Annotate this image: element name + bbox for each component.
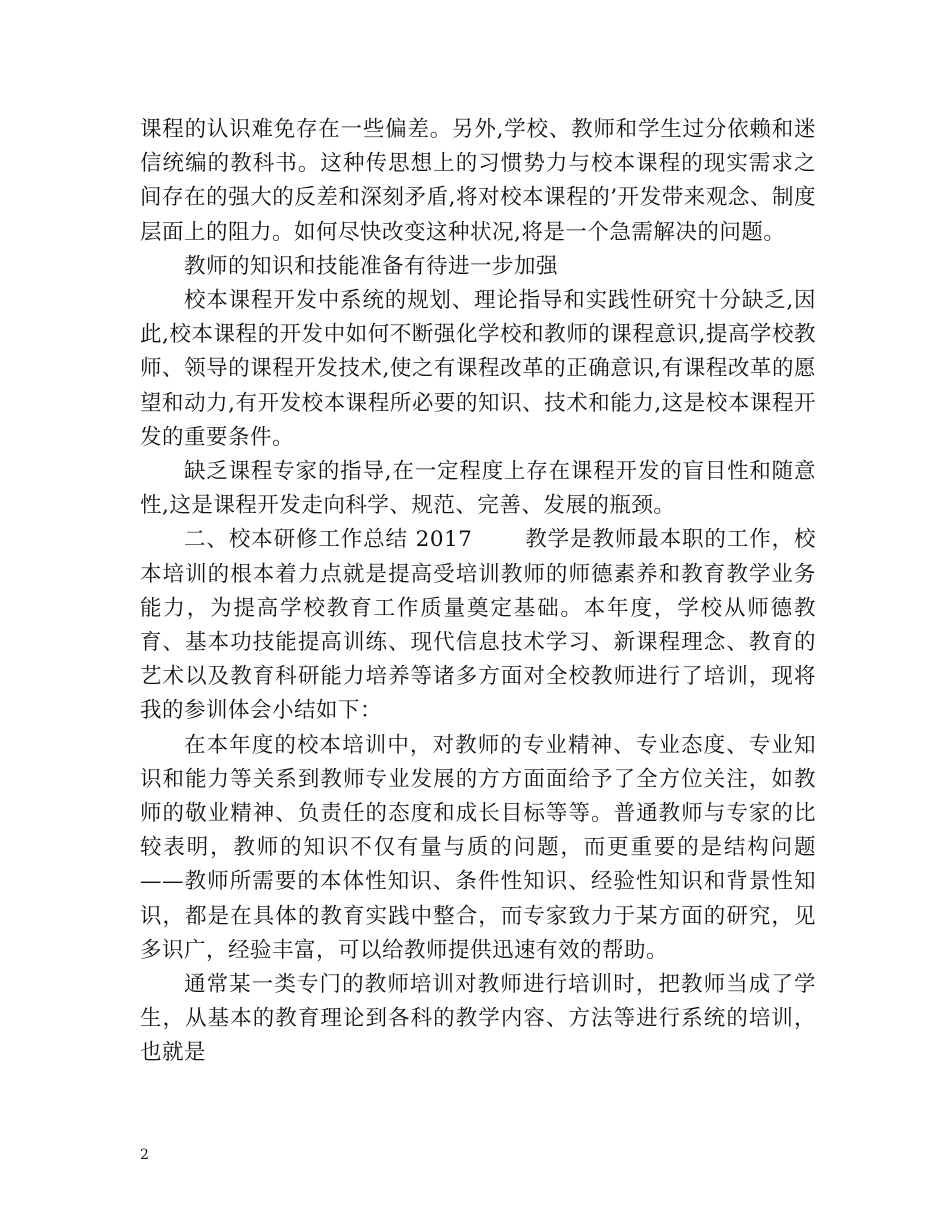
page-number: 2 [140, 1147, 149, 1163]
body-text [140, 113, 816, 1071]
paragraph-4: 缺乏课程专家的指导,在一定程度上存在课程开发的盲目性和随意性,这是课程开发走向科学、规范、完善、发展的瓶颈。 [140, 459, 816, 519]
paragraph-3: 校本课程开发中系统的规划、理论指导和实践性研究十分缺乏,因此,校本课程的开发中如何不断强化学校和教师的课程意识,提高学校教师、领导的课程开发技术,使之有课程改革的正确意识,有课程改革的愿望和动力,有开发校本课程所必要的知识、技术和能力,这是校本课程开发的重要条件。 [140, 288, 816, 450]
paragraph-6: 在本年度的校本培训中，对教师的专业精神、专业态度、专业知识和能力等关系到教师专业发展的方方面面给予了全方位关注，如教师的敬业精神、负责任的态度和成长目标等等。普通教师与专家的比较表明，教师的知识不仅有量与质的问题，而更重要的是结构问题——教师所需要的本体性知识、条件性知识、经验性知识和背景性知识，都是在具体的教育实践中整合，而专家致力于某方面的研究，见多识广，经验丰富，可以给教师提供迅速有效的帮助。 [140, 732, 816, 963]
paragraph-2-heading: 教师的知识和技能准备有待进一步加强 [184, 253, 559, 279]
paragraph-5: 二、校本研修工作总结 2017 教学是教师最本职的工作，校本培训的根本着力点就是提高受培训教师的师德素养和教育教学业务能力，为提高学校教育工作质量奠定基础。本年度，学校从师德教育、基本功技能提高训练、现代信息技术学习、新课程理念、教育的艺术以及教育科研能力培养等诸多方面对全校教师进行了培训，现将我的参训体会小结如下： [140, 527, 816, 724]
paragraph-1: 课程的认识难免存在一些偏差。另外,学校、教师和学生过分依赖和迷信统编的教科书。这种传思想上的习惯势力与校本课程的现实需求之间存在的强大的反差和深刻矛盾,将对校本课程的’开发带来观念、制度层面上的阻力。如何尽快改变这种状况,将是一个急需解决的问题。 [140, 117, 816, 245]
paragraph-7: 通常某一类专门的教师培训对教师进行培训时，把教师当成了学生，从基本的教育理论到各科的教学内容、方法等进行系统的培训，也就是 [140, 972, 816, 1066]
